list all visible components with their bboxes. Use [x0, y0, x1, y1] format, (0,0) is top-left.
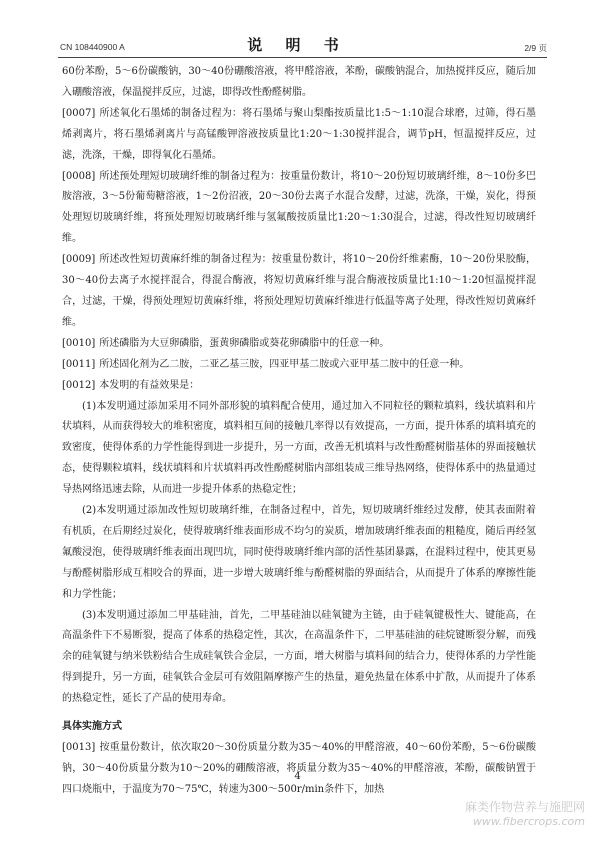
benefit-item-2 [62, 501, 536, 606]
paragraph-text: 所述固化剂为乙二胺，二亚乙基三胺，四亚甲基二胺或六亚甲基二胺中的任意一种。 [99, 358, 470, 370]
paragraph-0010 [62, 334, 536, 355]
watermark-site-name: 麻类作物营养与施肥网 [464, 800, 585, 814]
paragraph-number: [0010] [62, 337, 96, 349]
paragraph-text: 本发明的有益效果是： [99, 379, 200, 391]
paragraph-0011 [62, 355, 536, 376]
paragraph-number: [0009] [62, 254, 96, 266]
page-number: 4 [294, 771, 301, 782]
document-title: 说 明 书 [247, 36, 348, 54]
paragraph-text: (3)本发明通过添加二甲基硅油，首先，二甲基硅油以硅氧键为主链，由于硅氧键极性大、键能高，在高温条件下不易断裂，提高了体系的热稳定性，其次，在高温条件下，二甲基硅油的硅烷键断裂分解，而残余的硅氧键与纳米铁粉结合生成硅氧铁合金层，一方面，增大树脂与填料间的结合力，使得体系的力学性能得到提升，另一方面，硅氧铁合金层可有效阻隔摩擦产生的热量，避免热量在体系中扩散，从而提升了体系的热稳定性，延长了产品的使用寿命。 [62, 609, 536, 705]
paragraph-0012 [62, 376, 536, 397]
paragraph-text: 按重量份数计，依次取20～30份质量分数为35～40%的甲醛溶液，40～60份苯酚，5～6份碳酸钠，30～40份质量分数为10～20%的硼酸溶液，将质量分数为35～40%的甲醛溶液，苯酚，碳酸钠置于四口烧瓶中，于温度为70～75℃，转速为300～500r/min条件下，加热 [62, 742, 536, 795]
paragraph-number: [0013] [62, 742, 96, 753]
paragraph-0009 [62, 250, 536, 334]
paragraph-text: 所述改性短切黄麻纤维的制备过程为：按重量份数计，将10～20份纤维素酶，10～20份果胶酶，30～40份去离子水搅拌混合，得混合酶液，将短切黄麻纤维与混合酶液按质量比1:10～1:20恒温搅拌混合，过滤，干燥，得预处理短切黄麻纤维，将预处理短切黄麻纤维进行低温等离子处理，得改性短切黄麻纤维。 [62, 254, 536, 328]
paragraph-text: 所述磷脂为大豆卵磷脂，蛋黄卵磷脂或葵花卵磷脂中的任意一种。 [99, 337, 390, 349]
watermark [465, 798, 585, 828]
paragraph-continued [62, 62, 536, 104]
page-of-count: 2/9 页 [524, 43, 547, 53]
paragraph-text: (1)本发明通过添加采用不同外部形貌的填料配合使用，通过加入不同粒径的颗粒填料，线状填料和片状填料，从而获得较大的堆积密度，填料相互间的接触几率得以有效提高，一方面，提升体系的填料填充的致密度，使得体系的力学性能得到进一步提升，另一方面，改善无机填料与改性酚醛树脂基体的界面接触状态，使得颗粒填料，线状填料和片状填料再改性酚醛树脂内部组装成三维导热网络，使得体系中的热量通过导热网络迅速去除，从而进一步提升体系的热稳定性； [62, 400, 536, 496]
paragraph-text: 所述预处理短切玻璃纤维的制备过程为：按重量份数计，将10～20份短切玻璃纤维，8～10份多巴胺溶液，3～5份葡萄糖溶液，1～2份沼液，20～30份去离子水混合发酵，过滤，洗涤，干燥，炭化，得预处理短切玻璃纤维，将预处理短切玻璃纤维与氢氟酸按质量比1:20～1:30混合，过滤，得改性短切玻璃纤维。 [62, 170, 536, 245]
watermark-url: www.fibercrops.com [472, 815, 585, 828]
paragraph-text: 所述氧化石墨烯的制备过程为：将石墨烯与聚山梨酯按质量比1:5～1:10混合球磨，过筛，得石墨烯剥离片，将石墨烯剥离片与高锰酸钾溶液按质量比1:20～1:30搅拌混合，调节pH，恒温搅拌反应，过滤，洗涤，干燥，即得氧化石墨烯。 [62, 107, 536, 161]
paragraph-text: (2)本发明通过添加改性短切玻璃纤维，在制备过程中，首先，短切玻璃纤维经过发酵，使其表面附着有机质，在后期经过炭化，使得玻璃纤维表面形成不均匀的炭质，增加玻璃纤维表面的粗糙度，随后再经氢氟酸浸泡，使得玻璃纤维表面出现凹坑，同时使得玻璃纤维内部的活性基团暴露，在混料过程中，使其更易与酚醛树脂形成互相咬合的界面，进一步增大玻璃纤维与酚醛树脂的界面结合，从而提升了体系的摩擦性能和力学性能； [62, 505, 536, 600]
benefit-item-3 [62, 606, 536, 711]
paragraph-0013 [62, 738, 536, 801]
document-body [62, 62, 536, 801]
paragraph-0008 [62, 167, 536, 251]
paragraph-0007 [62, 104, 536, 167]
publication-number: CN 108440900 A [60, 42, 125, 52]
header-divider [58, 57, 547, 58]
paragraph-number: [0012] [62, 379, 96, 391]
paragraph-number: [0008] [62, 170, 96, 182]
page-header [0, 0, 595, 58]
section-heading: 具体实施方式 [62, 721, 122, 733]
paragraph-text: 60份苯酚，5～6份碳酸钠，30～40份硼酸溶液，将甲醛溶液，苯酚，碳酸钠混合，加热搅拌反应，随后加入硼酸溶液，保温搅拌反应，过滤，即得改性酚醛树脂。 [62, 66, 536, 98]
paragraph-number: [0011] [62, 358, 96, 370]
benefit-item-1 [62, 397, 536, 502]
paragraph-number: [0007] [62, 107, 96, 119]
